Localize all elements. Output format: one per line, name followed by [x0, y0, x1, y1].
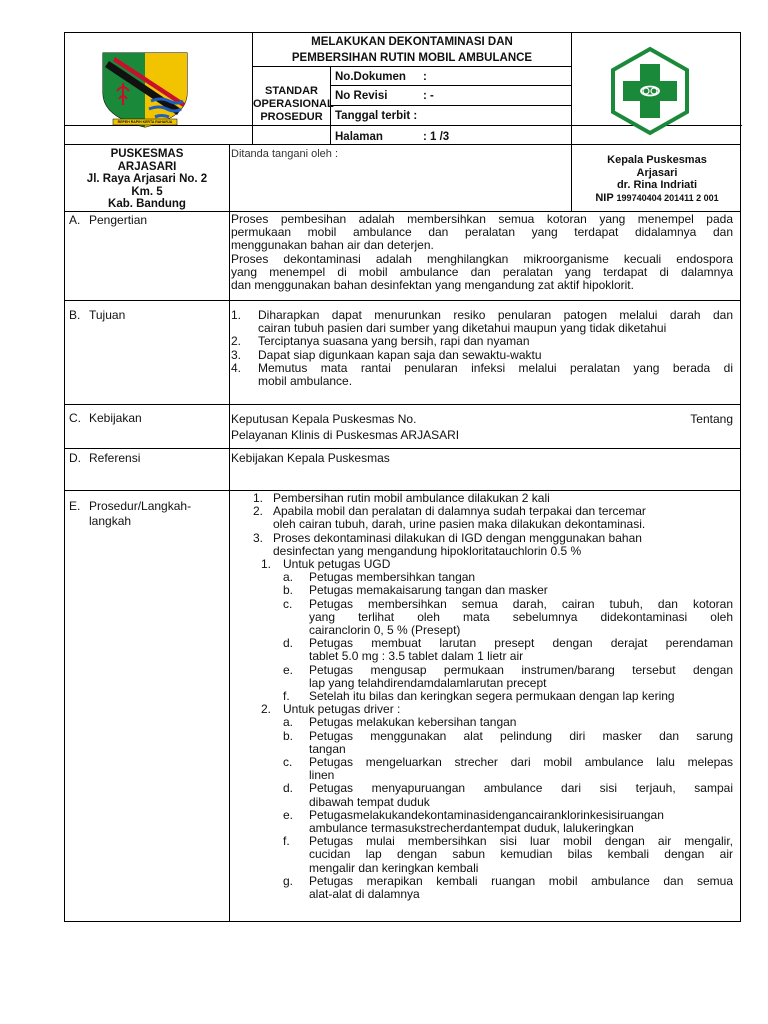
list-item [283, 716, 733, 729]
section-c-content [231, 412, 733, 443]
item-text: mengalir dan keringkan kembali [309, 860, 479, 875]
item-letter: a. [283, 570, 294, 585]
item-letter: e. [283, 662, 294, 677]
puskesmas-address [65, 148, 229, 211]
signed-by-label: Ditanda tangani oleh : [231, 148, 339, 160]
crest-motto: REPEH RAPIH KERTA RAHARJA [117, 120, 173, 124]
section-b-content [231, 309, 733, 388]
list-item [283, 598, 733, 638]
pengertian-line: yang menempel di mobil ambulance dan peralatan yang terdapat di dalamnya [231, 264, 733, 279]
section-e-content [253, 492, 733, 901]
signature-row [64, 145, 741, 212]
list-item [231, 362, 733, 388]
item-letter: b. [283, 583, 294, 598]
tanggal-terbit-label: Tanggal terbit : [335, 110, 418, 122]
item-text: Petugas mengeluarkan strecher dari mobil ambulance lalu melepas [309, 755, 733, 770]
item-letter: g. [283, 873, 294, 888]
item-text: Setelah itu bilas dan keringkan segera permukaan dengan lap kering [309, 689, 675, 704]
item-number: 2. [231, 334, 242, 349]
pengertian-line: dan menggunakan bahan desinfektan yang mengandung zat aktif hipoklorit. [231, 278, 634, 293]
section-c-letter: C. [69, 411, 81, 425]
section-c-label [69, 412, 142, 426]
document-header [64, 32, 741, 145]
sub-list-ugd [253, 558, 733, 703]
item-text: yang terlihat oleh mata sebelumnya didekontaminasi oleh [309, 609, 733, 624]
list-item [283, 809, 733, 835]
section-d-letter: D. [69, 451, 81, 465]
referensi-text: Kebijakan Kepala Puskesmas [231, 451, 390, 465]
item-letter: d. [283, 636, 294, 651]
list-item [283, 637, 733, 663]
section-a-letter: A. [69, 213, 81, 227]
sub-list-items [283, 716, 733, 901]
section-b-letter: B. [69, 308, 81, 322]
item-text: linen [309, 768, 335, 783]
pusk-line-4: Km. 5 [131, 185, 163, 198]
section-e-letter: E. [69, 499, 81, 513]
list-item [283, 782, 733, 808]
item-text: cucidan lap dengan sabun kemudian bilas kembali dengan air [309, 847, 733, 862]
document-title [253, 33, 571, 67]
item-text: oleh cairan tubuh, darah, urine pasien maka dilakukan dekontaminasi. [273, 517, 646, 532]
item-text: ambulance termasukstrecherdantempat duduk, lalukeringkan [309, 821, 634, 836]
sub-list-title: Untuk petugas UGD [283, 557, 391, 572]
kab-bandung-crest-icon [95, 47, 195, 129]
item-text: Proses dekontaminasi dilakukan di IGD dengan menggunakan bahan [273, 530, 642, 545]
section-e-title: Prosedur/Langkah- [89, 499, 192, 513]
sop-label [253, 85, 334, 124]
item-text: alat-alat di dalamnya [309, 887, 420, 902]
item-number: 1. [231, 308, 242, 322]
item-number: 3. [231, 347, 242, 362]
section-b-label [69, 309, 125, 323]
nip-label: NIP [595, 191, 614, 204]
section-a-title: Pengertian [89, 213, 148, 227]
no-dokumen-value: : [423, 71, 427, 83]
section-d-title: Referensi [89, 451, 141, 465]
list-item [283, 835, 733, 875]
item-text: mobil ambulance. [258, 374, 353, 389]
item-letter: c. [283, 755, 293, 770]
item-text: Petugas mulai membersihkan sisi luar mobil dengan air mengalir, [309, 834, 733, 849]
kepala-line-1: Kepala Puskesmas [607, 154, 707, 166]
no-dokumen-label: No.Dokumen [335, 71, 406, 83]
item-text: tangan [309, 741, 346, 756]
pengertian-line: permukaan mobil ambulance dan peralatan yang terdapat didalamnya dan [231, 225, 733, 240]
item-text: Petugas merapikan kembali ruangan mobil ambulance dan semua [309, 873, 733, 888]
item-text: dibawah tempat duduk [309, 794, 430, 809]
sub-list-driver [253, 703, 733, 901]
no-revisi-label: No Revisi [335, 90, 388, 102]
sop-body-table [64, 212, 741, 922]
item-number: 3. [253, 530, 264, 545]
item-text: desinfectan yang mengandung hipokloritatauchlorin 0.5 % [273, 543, 582, 558]
title-line-1: MELAKUKAN DEKONTAMINASI DAN [311, 36, 513, 48]
kebijakan-text: Keputusan Kepala Puskesmas No. [231, 412, 417, 426]
item-number: 2. [261, 702, 272, 717]
list-item [253, 505, 733, 531]
item-letter: b. [283, 728, 294, 743]
item-text: lap yang telahdirendamdalamlarutan precept [309, 675, 547, 690]
kepala-puskesmas-block [572, 154, 742, 204]
item-number: 2. [253, 504, 264, 519]
item-text: Diharapkan dapat menurunkan resiko penularan patogen melalui darah dan [258, 308, 733, 322]
list-item [283, 664, 733, 690]
item-text: Petugas mengusap permukaan instrumen/barang tersebut dengan [309, 662, 733, 677]
pengertian-line: Proses dekontaminasi adalah menghilangkan mikroorganisme kecuali endospora [231, 251, 733, 266]
item-text: Petugas membuat larutan presept dengan derajat perendaman [309, 636, 733, 651]
item-letter: d. [283, 781, 294, 796]
item-letter: c. [283, 596, 293, 611]
item-text: Petugas melakukan kebersihan tangan [309, 715, 517, 730]
item-text: Petugas memakaisarung tangan dan masker [309, 583, 548, 598]
item-number: 1. [261, 557, 272, 572]
item-text: Apabila mobil dan peralatan di dalamnya sudah terpakai dan tercemar [273, 504, 646, 519]
section-c-title: Kebijakan [89, 411, 142, 425]
nip-line [572, 192, 742, 205]
pusk-line-1: PUSKESMAS [110, 148, 184, 160]
item-letter: f. [283, 689, 290, 704]
item-text: Petugas menggunakan alat pelindung diri masker dan sarung [309, 728, 733, 743]
pusk-line-2: ARJASARI [117, 160, 177, 173]
item-text: Petugasmelakukandekontaminasidengancairanklorinkesisiruangan [309, 807, 664, 822]
kepala-line-2: Arjasari [636, 166, 678, 179]
item-letter: f. [283, 834, 290, 849]
section-b-title: Tujuan [89, 308, 126, 322]
list-item [283, 756, 733, 782]
section-e-title-2: langkah [89, 514, 132, 528]
puskesmas-cross-icon [605, 46, 695, 136]
item-text: Dapat siap digunkaan kapan saja dan sewaktu-waktu [258, 347, 542, 362]
item-text: cairan tubuh pasien dari sumber yang diketahui maupun yang tidak diketahui [258, 321, 667, 336]
item-number: 4. [231, 360, 242, 375]
item-letter: a. [283, 715, 294, 730]
item-text: Pembersihan rutin mobil ambulance dilakukan 2 kali [273, 491, 550, 505]
list-item [283, 584, 733, 597]
halaman-value: : 1 /3 [423, 131, 450, 143]
sop-line-2: OPERASIONAL [253, 98, 334, 110]
nip-value: 199740404 201411 2 001 [616, 192, 719, 203]
list-item [283, 730, 733, 756]
list-item [283, 875, 733, 901]
section-e-label [69, 499, 191, 529]
section-d-label [69, 452, 140, 466]
halaman-label: Halaman [335, 131, 383, 143]
pusk-line-3: Jl. Raya Arjasari No. 2 [86, 173, 208, 185]
item-text: Terciptanya suasana yang bersih, rapi dan nyaman [258, 334, 530, 349]
item-text: cairanclorin 0, 5 % (Presept) [309, 623, 461, 638]
sub-list-items [283, 571, 733, 703]
section-d-content [231, 452, 733, 465]
kebijakan-text: Pelayanan Klinis di Puskesmas ARJASARI [231, 427, 460, 442]
list-item [231, 335, 733, 348]
pengertian-line: Proses pembesihan adalah membersihkan semua kotoran yang menempel pada [231, 212, 733, 226]
list-item [231, 349, 733, 362]
item-number: 1. [253, 491, 264, 505]
section-a-content [231, 213, 733, 292]
kepala-name: dr. Rina Indriati [616, 179, 698, 191]
section-a-label [69, 214, 147, 228]
item-text: Petugas membersihkan tangan [309, 570, 476, 585]
kebijakan-line [231, 412, 733, 428]
sub-list-title: Untuk petugas driver : [283, 702, 401, 717]
item-text: Petugas membersihkan semua darah, cairan tubuh, dan kotoran [309, 596, 733, 611]
pengertian-line: menggunakan bahan air dan deterjen. [231, 238, 434, 253]
sop-line-1: STANDAR [265, 85, 318, 97]
sop-line-3: PROSEDUR [260, 111, 323, 123]
list-item [253, 532, 733, 558]
pusk-line-5: Kab. Bandung [108, 198, 186, 210]
no-revisi-value: : - [423, 90, 434, 102]
list-item [231, 309, 733, 335]
item-text: Memutus mata rantai penularan infeksi melalui peralatan yang berada di [258, 360, 733, 375]
title-line-2: PEMBERSIHAN RUTIN MOBIL AMBULANCE [291, 52, 533, 64]
kebijakan-tentang: Tentang [690, 412, 733, 426]
item-text: tablet 5.0 mg : 3.5 tablet dalam 1 lietr air [309, 649, 524, 664]
item-letter: e. [283, 807, 294, 822]
item-text: Petugas menyapuruangan ambulance dari sisi terjauh, sampai [309, 781, 733, 796]
